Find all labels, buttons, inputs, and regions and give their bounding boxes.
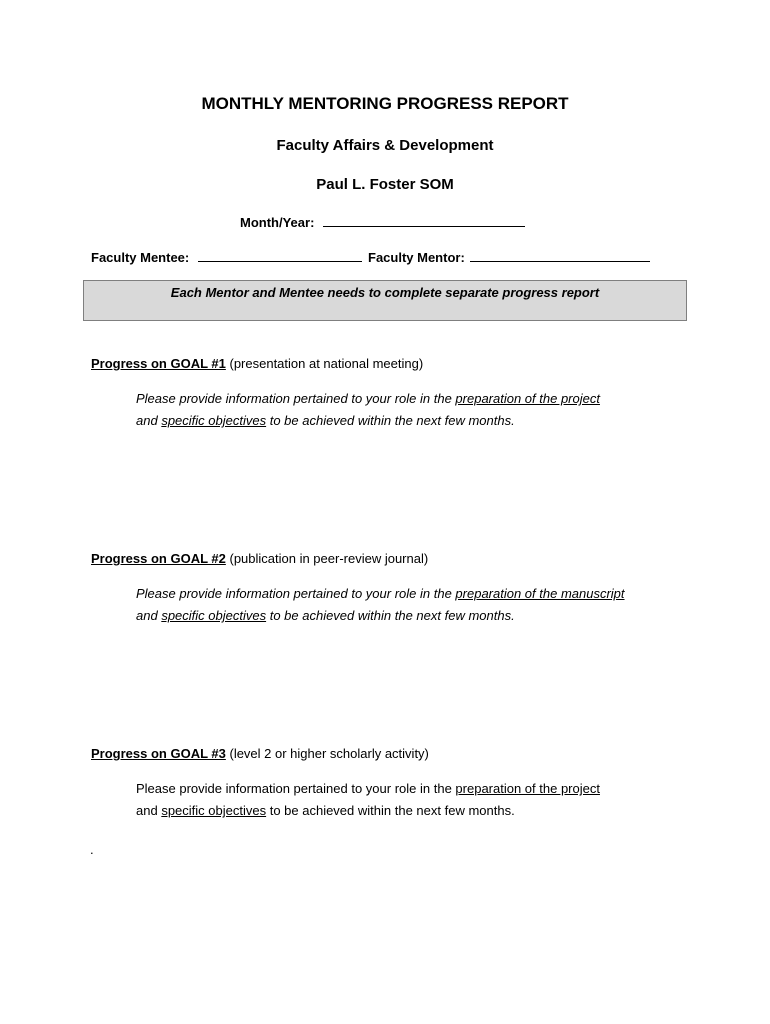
department-name: Faculty Affairs & Development <box>276 137 494 154</box>
mentee-row <box>91 248 362 267</box>
goal-3-heading-row <box>91 746 429 761</box>
goal-2-detail: (publication in peer-review journal) <box>229 551 429 566</box>
goal-1-line2-suffix: to be achieved within the next few months. <box>266 413 515 428</box>
goal-2-line1-link: preparation of the manuscript <box>455 586 625 601</box>
goal-1-line1-link: preparation of the project <box>455 391 600 406</box>
mentor-label: Faculty Mentor: <box>368 250 465 265</box>
goal-1-line2-prefix: and <box>136 413 162 428</box>
mentor-blank[interactable] <box>470 248 650 262</box>
trailing-period: . <box>90 842 94 857</box>
goal-3-heading: Progress on GOAL #3 <box>91 746 226 761</box>
goal-1-heading: Progress on GOAL #1 <box>91 356 226 371</box>
goal-2-line1-prefix: Please provide information pertained to your role in the <box>136 586 456 601</box>
month-year-label: Month/Year: <box>240 215 315 230</box>
goal-1-line2-link: specific objectives <box>161 413 267 428</box>
goal-3-detail: (level 2 or higher scholarly activity) <box>229 746 429 761</box>
goal-3-line2-suffix: to be achieved within the next few months. <box>266 803 515 818</box>
goal-2-heading-row <box>91 551 428 566</box>
goal-3-line2-link: specific objectives <box>161 803 267 818</box>
goal-2-line2-suffix: to be achieved within the next few months. <box>266 608 515 623</box>
goal-1-instructions <box>136 388 600 432</box>
school-name: Paul L. Foster SOM <box>316 176 454 193</box>
month-year-row <box>240 213 525 232</box>
goal-3-instructions <box>136 778 600 822</box>
goal-2-heading: Progress on GOAL #2 <box>91 551 226 566</box>
goal-1-line1-prefix: Please provide information pertained to your role in the <box>136 391 456 406</box>
goal-3-line1-link: preparation of the project <box>455 781 600 796</box>
mentee-blank[interactable] <box>198 248 362 262</box>
goal-2-line2-link: specific objectives <box>161 608 267 623</box>
mentor-row <box>368 248 650 267</box>
goal-3-line2-prefix: and <box>136 803 162 818</box>
report-title: MONTHLY MENTORING PROGRESS REPORT <box>201 94 569 113</box>
month-year-blank[interactable] <box>323 213 525 227</box>
goal-1-heading-row <box>91 356 423 371</box>
goal-2-line2-prefix: and <box>136 608 162 623</box>
goal-3-line1-prefix: Please provide information pertained to your role in the <box>136 781 456 796</box>
mentee-label: Faculty Mentee: <box>91 250 190 265</box>
notice-text: Each Mentor and Mentee needs to complete separate progress report <box>170 285 600 300</box>
goal-1-detail: (presentation at national meeting) <box>229 356 424 371</box>
notice-box <box>83 280 687 321</box>
goal-2-instructions <box>136 583 625 627</box>
